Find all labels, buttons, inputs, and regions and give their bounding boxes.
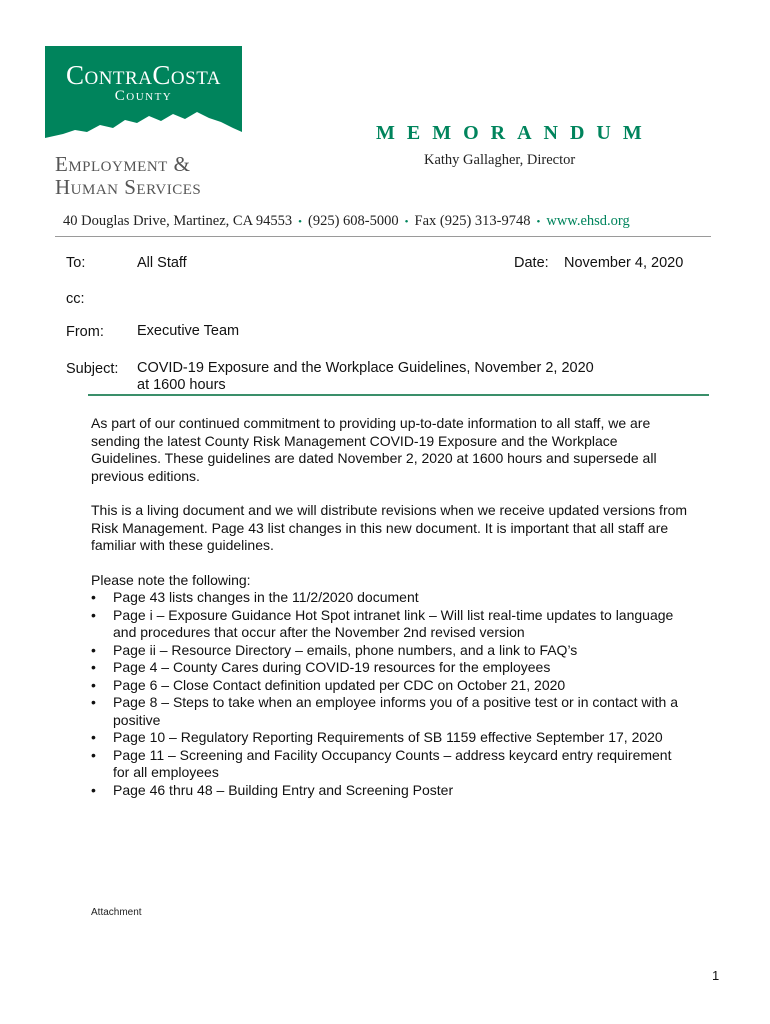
list-item: • Page 11 – Screening and Facility Occupancy Counts – address keycard entry requirement for all employees — [91, 747, 691, 782]
mountain-icon — [45, 108, 242, 148]
subject-label: Subject: — [66, 361, 119, 377]
list-item: • Page i – Exposure Guidance Hot Spot intranet link – Will list real-time updates to language and procedures that occur after the November 2nd revised version — [91, 607, 691, 642]
dept-name-line2: Human Services — [55, 175, 202, 199]
to-label: To: — [66, 255, 86, 271]
body-paragraph-1: As part of our continued commitment to providing up-to-date information to all staff, we are sending the latest County Risk Management COVID-19 Exposure and the Workplace Guidelines. These guidelines are dated November 2, 2020 at 1600 hours and supersede all previous editions. — [91, 415, 657, 484]
address-line — [63, 213, 630, 230]
from-label: From: — [66, 324, 104, 340]
to-value: All Staff — [137, 255, 187, 271]
changes-list — [91, 589, 691, 799]
date-value: November 4, 2020 — [564, 255, 684, 271]
list-item: • Page 8 – Steps to take when an employee informs you of a positive test or in contact with a positive — [91, 694, 691, 729]
page-number: 1 — [712, 968, 720, 983]
subject-line-1: COVID-19 Exposure and the Workplace Guidelines, November 2, 2020 — [137, 360, 594, 376]
memo-title: MEMORANDUM — [376, 122, 654, 144]
header-divider — [55, 236, 711, 237]
memo-body — [91, 415, 691, 799]
date-label: Date: — [514, 255, 549, 271]
address-phone: (925) 608-5000 — [308, 213, 399, 229]
county-logo — [45, 46, 242, 148]
director-name: Kathy Gallagher, Director — [424, 152, 576, 168]
address-street: 40 Douglas Drive, Martinez, CA 94553 — [63, 213, 293, 229]
list-item: • Page 6 – Close Contact definition updated per CDC on October 21, 2020 — [91, 677, 691, 695]
list-item: • Page 43 lists changes in the 11/2/2020 document — [91, 589, 691, 607]
logo-county-word: County — [114, 88, 173, 104]
separator-dot: • — [536, 216, 541, 228]
from-value: Executive Team — [137, 323, 240, 339]
dept-name-line1: Employment & — [55, 152, 191, 176]
address-fax: Fax (925) 313-9748 — [414, 213, 531, 229]
list-item: • Page ii – Resource Directory – emails, phone numbers, and a link to FAQ’s — [91, 642, 691, 660]
list-item: • Page 46 thru 48 – Building Entry and Screening Poster — [91, 782, 691, 800]
list-item: • Page 4 – County Cares during COVID-19 resources for the employees — [91, 659, 691, 677]
body-paragraph-2: This is a living document and we will distribute revisions when we receive updated versions from Risk Management. Page 43 list changes in this new document. It is important that all staff are familiar with these guidelines. — [91, 502, 688, 553]
separator-dot: • — [298, 216, 303, 228]
attachment-note: Attachment — [91, 907, 142, 918]
separator-dot: • — [404, 216, 409, 228]
logo-county-name: ContraCosta — [65, 60, 222, 90]
cc-label: cc: — [66, 291, 85, 307]
list-item: • Page 10 – Regulatory Reporting Requirements of SB 1159 effective September 17, 2020 — [91, 729, 691, 747]
website-link[interactable]: www.ehsd.org — [546, 213, 630, 229]
list-intro: Please note the following: — [91, 571, 251, 588]
subject-divider — [88, 394, 709, 396]
subject-line-2: at 1600 hours — [137, 377, 226, 393]
